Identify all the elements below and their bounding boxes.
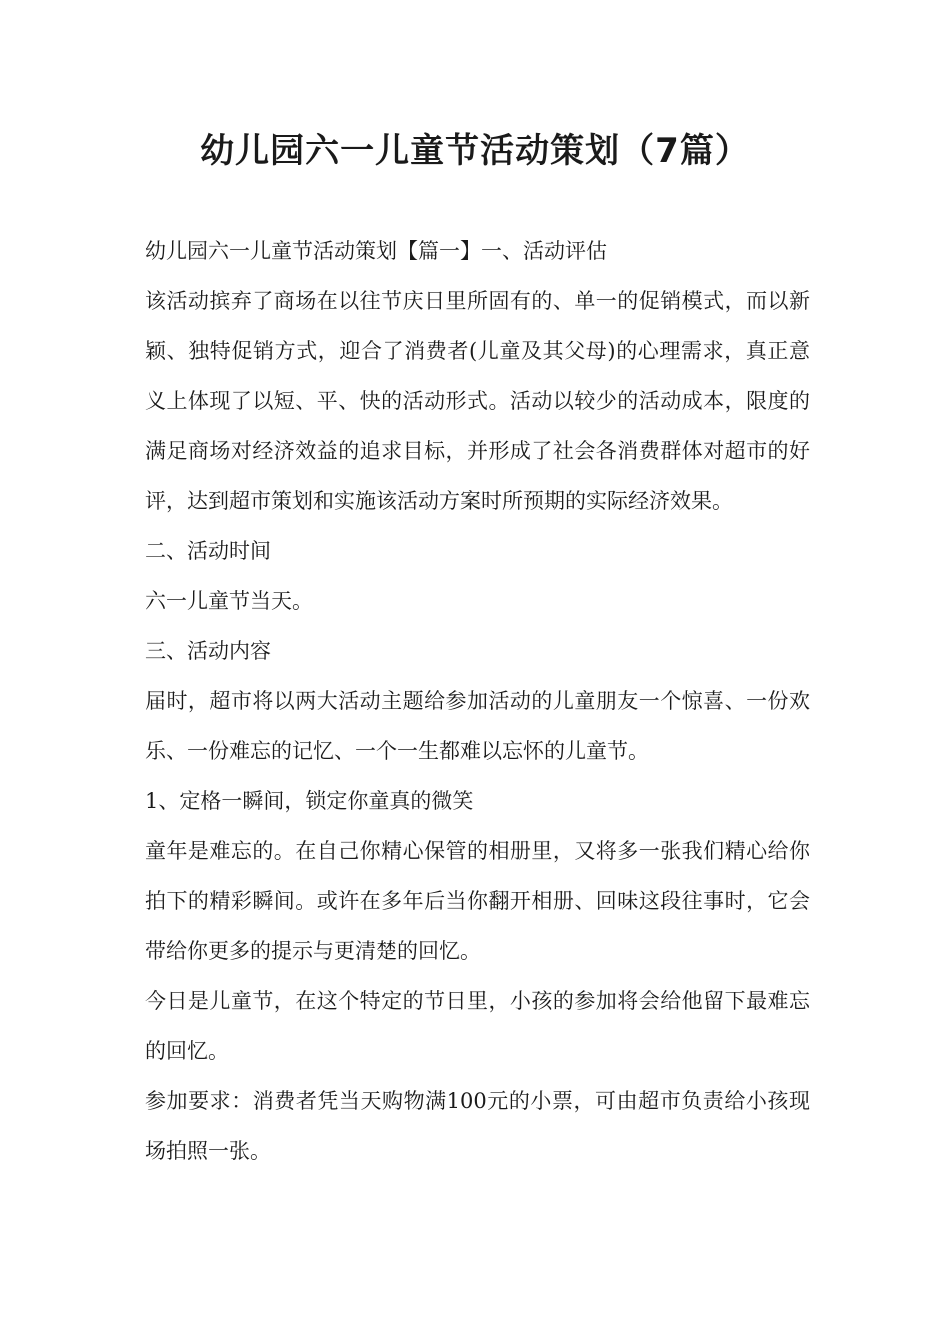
paragraph-section-heading: 幼儿园六一儿童节活动策划【篇一】一、活动评估: [145, 239, 607, 263]
paragraph-subheading-photo: 1、定格一瞬间，锁定你童真的微笑: [145, 789, 474, 813]
paragraph-time: 六一儿童节当天。: [145, 589, 313, 613]
paragraph-heading-content: 三、活动内容: [145, 639, 271, 663]
document-title: 幼儿园六一儿童节活动策划（7篇）: [200, 131, 750, 171]
paragraph-heading-time: 二、活动时间: [145, 539, 271, 563]
paragraph-activity-evaluation: 该活动摈弃了商场在以往节庆日里所固有的、单一的促销模式，而以新颖、独特促销方式，迎合了消费者(儿童及其父母)的心理需求，真正意义上体现了以短、平、快的活动形式。活动以较少的活动成本，限度的满足商场对经济效益的追求目标，并形成了社会各消费群体对超市的好评，达到超市策划和实施该活动方案时所预期的实际经济效果。: [145, 289, 810, 513]
paragraph-childrens-day: 今日是儿童节，在这个特定的节日里，小孩的参加将会给他留下最难忘的回忆。: [145, 989, 810, 1063]
paragraph-photo-description: 童年是难忘的。在自己你精心保管的相册里，又将多一张我们精心给你拍下的精彩瞬间。或许在多年后当你翻开相册、回味这段往事时，它会带给你更多的提示与更清楚的回忆。: [145, 839, 810, 963]
document-body: [145, 226, 810, 1176]
paragraph-requirements: 参加要求：消费者凭当天购物满100元的小票，可由超市负责给小孩现场拍照一张。: [145, 1089, 810, 1163]
paragraph-content-intro: 届时，超市将以两大活动主题给参加活动的儿童朋友一个惊喜、一份欢乐、一份难忘的记忆、一个一生都难以忘怀的儿童节。: [145, 689, 810, 763]
